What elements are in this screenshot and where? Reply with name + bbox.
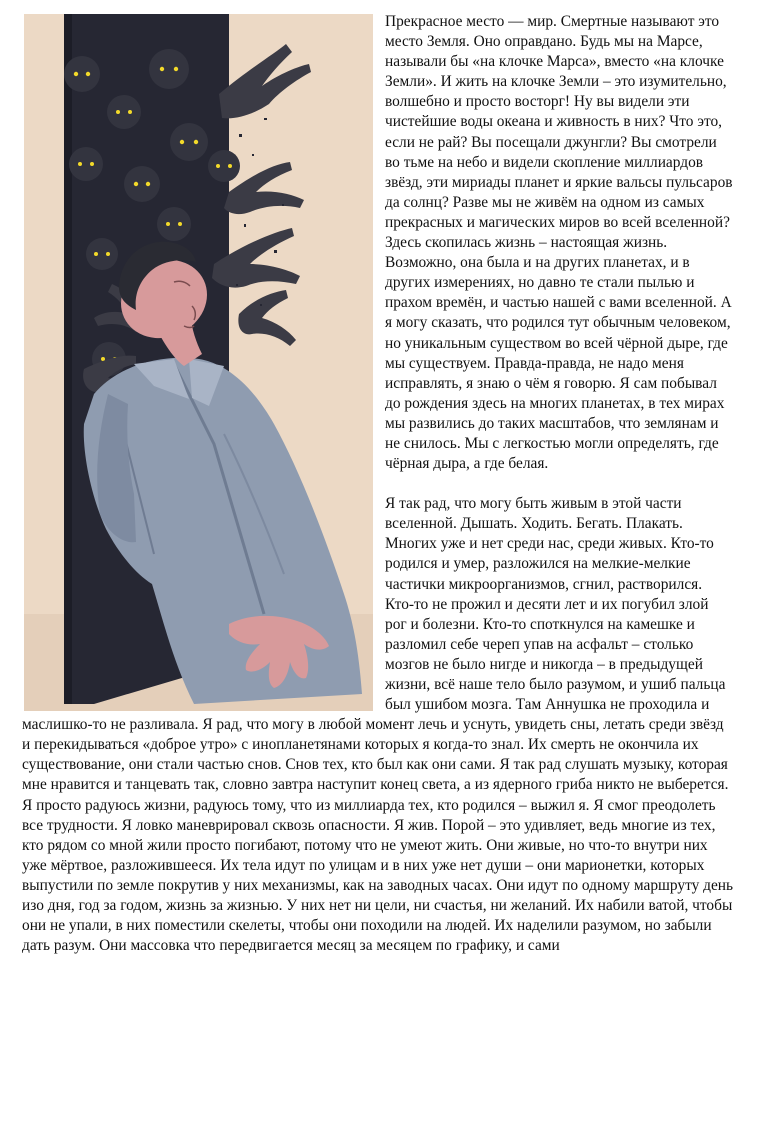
article-paragraph-1: Прекрасное место — мир. Смертные называют это место Земля. Оно оправдано. Будь мы на Марсе, называли бы «на клочке Марса», вместо «на клочке Земли». И жить на клочке Земли – это изумительно, волшебно и просто восторг! Ну вы видели эти чистейшие воды океана и живность в них? Что это, если не рай? Вы посещали джунгли? Вы смотрели во тьме на небо и видели скопление миллиардов звёзд, эти мириады планет и яркие вальсы пульсаров да солнц? Разве мы не живём на одном из самых прекрасных и магических миров во всей вселенной? Здесь скопилась жизнь – настоящая жизнь. Возможно, она была и на других планетах, и в других измерениях, но давно те стали пылью и прахом времён, и частью нашей с вами вселенной. А я могу сказать, что родился тут обычным человеком, но уникальным существом во всей чёрной дыре, где мы существуем. Правда-правда, не надо меня исправлять, я знаю о чём я говорю. Я сам побывал до рождения здесь на многих планетах, в тех мирах мы развились до таких масштабов, что землянам и не снилось. Мы с легкостью могли определять, где чёрная дыра, а где белая. [385,13,733,473]
illustration-man-shadow-hands-icon [24,14,373,711]
illustration-image [24,14,373,711]
document-page [22,12,734,956]
article-paragraph-2: Я так рад, что могу быть живым в этой части вселенной. Дышать. Ходить. Бегать. Плакать. Многих уже и нет среди нас, среди живых. Кто-то родился и умер, разложился на мелкие-мелкие частички микроорганизмов, сгнил, растворился. Кто-то не прожил и десяти лет и их погубил злой рог и болезни. Кто-то споткнулся на камешке и разломил себе череп упав на асфальт – столько мозгов не было нигде и никогда – в предыдущей жизни, всё наше тело было разумом, и ушиб пальца был ушибом мозга. Там Аннушка не проходила и маслишко-то не разливала. Я рад, что могу в любой момент лечь и уснуть, увидеть сны, летать среди звёзд и перекидываться «доброе утро» с инопланетянами которых я когда-то знал. Их смерть не окончила их существование, они стали частью снов. Снов тех, кто был как они сами. Я так рад слушать музыку, которая мне нравится и танцевать так, словно завтра наступит конец света, а из ядерного гриба никто не выберется. Я просто радуюсь жизни, радуюсь тому, что из миллиарда тех, кто родился – выжил я. Я смог преодолеть все трудности. Я ловко маневрировал сквозь опасности. Я жив. Порой – это удивляет, ведь многие из тех, кто рядом со мной жили просто погибают, потому что не умеют жить. Они живые, но что-то внутри них уже мёртвое, разложившееся. Их тела идут по улицам и в них уже нет души – они марионетки, которых выпустили по земле покрутив у них механизмы, как на заводных часах. Они идут по одному маршруту день изо дня, год за годом, жизнь за жизнью. У них нет ни цели, ни счастья, ни желаний. Их набили ватой, чтобы они не упали, в них поместили скелеты, чтобы они походили на людей. Их наделили разумом, но забыли дать разум. Они массовка что передвигается месяц за месяцем по графику, и сами [22,495,734,955]
